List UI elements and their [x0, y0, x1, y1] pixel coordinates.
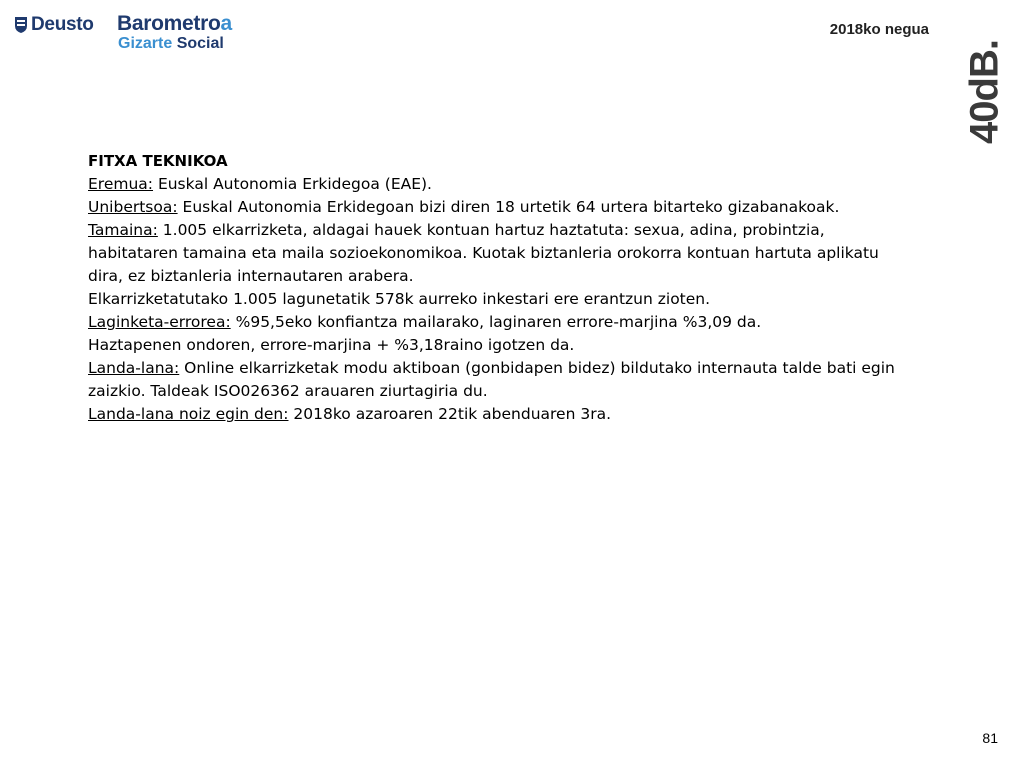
technical-sheet — [88, 150, 918, 426]
season-label: 2018ko negua — [829, 21, 929, 38]
eremua-text: Euskal Autonomia Erkidegoa (EAE). — [153, 175, 432, 193]
unibertsoa-paragraph — [88, 196, 918, 219]
eremua-paragraph — [88, 173, 918, 196]
social-label: Social — [176, 35, 224, 52]
page-number: 81 — [982, 730, 998, 746]
deusto-name: Deusto — [31, 14, 94, 35]
page-title: FITXA TEKNIKOA — [88, 152, 228, 170]
40db-logo — [960, 42, 1010, 142]
tamaina-text: 1.005 elkarrizketa, aldagai hauek kontuan hartuz haztatuta: sexua, adina, probintzia, habitataren tamaina eta maila sozioekonomikoa. Kuotak biztanleria orokorra kontuan hartuta aplikatu dira, ez biztanleria internautaren arabera. — [88, 221, 879, 285]
shield-icon — [14, 16, 28, 34]
barometro-main: Barometro — [117, 12, 221, 35]
tamaina-paragraph — [88, 219, 918, 288]
barometro-title — [117, 13, 232, 35]
noiz-text: 2018ko azaroaren 22tik abenduaren 3ra. — [288, 405, 612, 423]
landa-label: Landa-lana: — [88, 359, 180, 377]
haztapen-paragraph: Haztapenen ondoren, errore-marjina + %3,18raino igotzen da. — [88, 336, 575, 354]
landa-paragraph — [88, 357, 918, 403]
header — [0, 0, 1024, 60]
laginketa-label: Laginketa-errorea: — [88, 313, 231, 331]
gizarte-label: Gizarte — [118, 35, 173, 52]
laginketa-text: %95,5eko konfiantza mailarako, laginaren errore-marjina %3,09 da. — [230, 313, 762, 331]
noiz-label: Landa-lana noiz egin den: — [88, 405, 289, 423]
unibertsoa-text: Euskal Autonomia Erkidegoan bizi diren 18 urtetik 64 urtera bitarteko gizabanakoak. — [177, 198, 840, 216]
tamaina-label: Tamaina: — [88, 221, 158, 239]
40db-logo-text: 40dB. — [962, 40, 1007, 144]
deusto-logo — [14, 14, 94, 36]
noiz-paragraph — [88, 403, 918, 426]
eremua-label: Eremua: — [88, 175, 154, 193]
unibertsoa-label: Unibertsoa: — [88, 198, 178, 216]
landa-text: Online elkarrizketak modu aktiboan (gonbidapen bidez) bildutako internauta talde bati egin zaizkio. Taldeak ISO026362 arauaren ziurtagiria du. — [88, 359, 895, 400]
barometro-logo — [117, 13, 232, 53]
barometro-accent: a — [220, 12, 232, 35]
tamaina-text-2: Elkarrizketatutako 1.005 lagunetatik 578k aurreko inkestari ere erantzun zioten. — [88, 290, 711, 308]
barometro-subtitle — [118, 35, 232, 53]
laginketa-paragraph — [88, 311, 918, 334]
